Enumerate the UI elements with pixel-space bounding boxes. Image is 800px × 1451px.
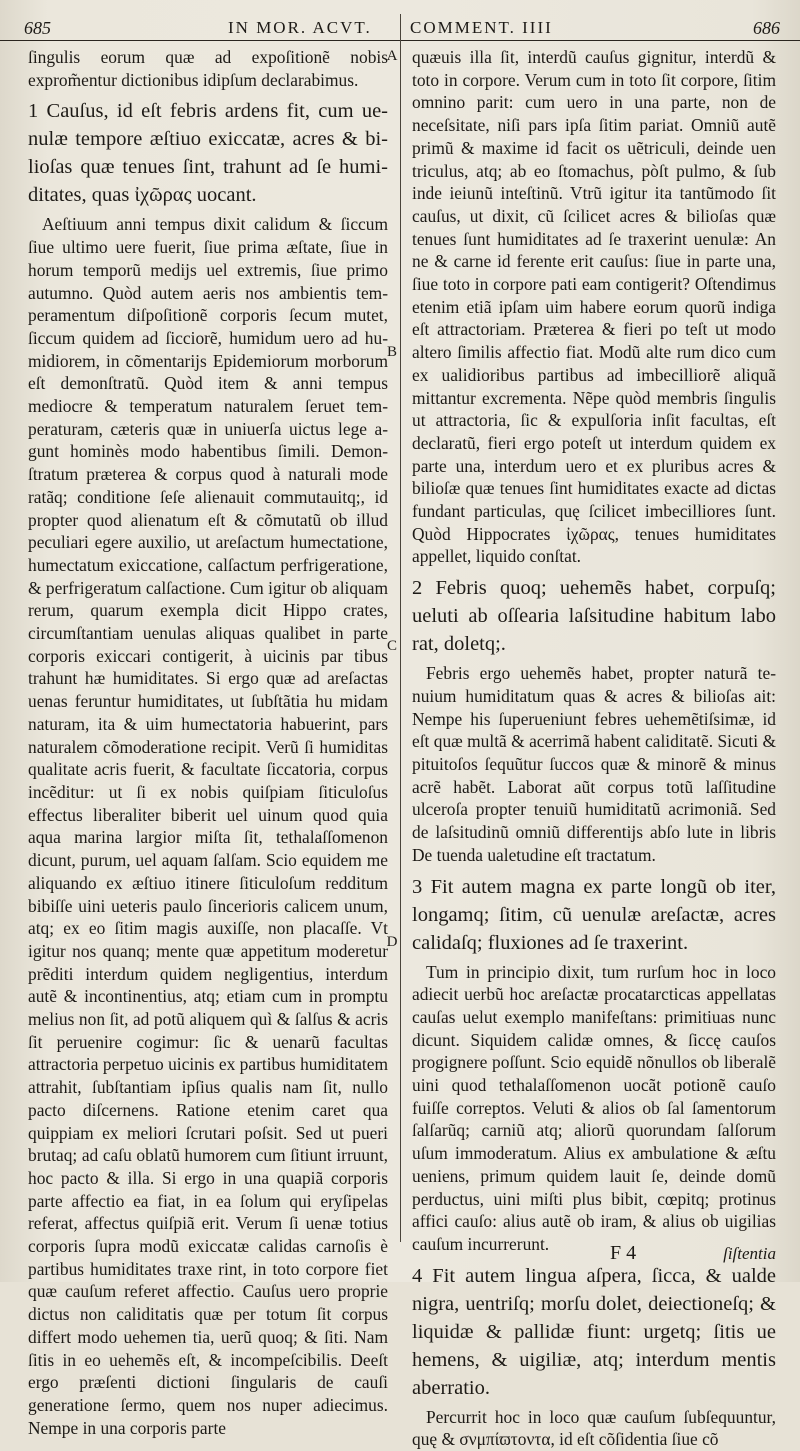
left-text-column (28, 46, 388, 1438)
margin-letter-c: C (386, 638, 397, 654)
page-number-right: 686 (753, 18, 780, 38)
page-footer (0, 1242, 800, 1272)
margin-letter-a: A (386, 48, 398, 64)
lemma-paragraph: 3 Fit autem magna ex parte longũ ob iter, longamq; ſitim, cũ uenulæ areſactæ, acres calidaſq; fluxiones ad ſe traxerint. (412, 875, 776, 954)
commentary-paragraph: Aeſtiuum anni tempus dixit calidum & ſiccum ſiue ultimo uere fuerit, ſiue prima æſtate, ſiue in horum temporũ medijs uel extremis, ſiue primo autumno. Quòd autem aeris nos ambientis temperamentum diſpoſitionẽ corporis ſecum mutet, ſiccum quidem ad ſicciorẽ, humidum uero ad humidiorem, in cõmentarijs Epidemiorum morborum eſt demonſtratũ. Quòd item & anni tempus mediocre & temperatum naturalem ſeruet temperaturam, cæteris quæ in uniuerſa uictus lege agunt hominès modo habentibus ſimili. Demonſtratum præterea & corpus quod à naturali mode ratãq; conditione ſeſe alienauit commutauitq;, id propter quod alienatum eſt & cõmutatũ ob illud peculiari egere auxilio, ut areſactum humectatione, humectatum exiccatione, calſactum perfrigeratione, & perfrigeratum calſactione. Cum igitur ob aliquam rerum, quarum exempla dicit Hippo crates, circumſtantiam uenulas aliquas qualibet in parte corporis exiccari contigerit, à uicinis par tibus trahunt hæ humiditates. Si ergo quæ ad areſactas uenas feruntur humiditates, ut ſubſtãtia hu midam naturam, ita & uim humectatoria habuerint, pars naturalem cõmoderatione recipit. Verũ ſi humiditas qualitate acris fuerit, & facultate ſiccatoria, corpus incẽditur: ut ſi ex nobis quiſpiam ſiticuloſus effectus liberaliter biberit uel uinum quod quia aqua marina largior miſta ſit, tethalaſſomenon dicunt, purum, uel aquam ſalſam. Scio equidem me aliquando ex æſtiuo itinere ſiticuloſum redditum bibiſſe uini ueteris paulo ſincerioris calicem unum, atq; ex eo ſitim magis auxiſſe, non placaſſe. Vt igitur nos quanq; mente quæ appetitum moderetur prẽditi interdum quidem negligentius, interdum autẽ & incontinentius, atq; etiam cum in promptu melius non ſit, ad potũ aliquem quì & ſalſus & acris ſit peruenire cogimur: ſic & uenarũ facultas attractoria perpetuo uicinis ex partibus humiditatem attrahit, ſubſtantiam ipſius qualis nam ſit, nullo pacto diſcernens. Ratione etenim caret qua quippiam ex meliori ſcrutari poſsit. Sed ut pueri brutaq; ad caſu oblatũ humorem cum ſitiunt irruunt, hoc pacto & illa. Si ergo in una quapiã corporis parte affectio ea fiat, in ea ſolum qui eryſipelas referat, affectus quiſpiã erit. Verum ſi uenæ totius corporis ſupra modũ exiccatæ calidas carnoſis è partibus humiditates traxe rint, in toto corpore fiet quæ cauſum referet affectio. Cauſus uero proprie dictus non caliditatis quæ per totum ſit corpus differt modo uehemen tia, uerũ quoq; & ſiti. Nam ſitis in eo uehemẽs eſt, & incompeſcibilis. Deeſt ergo præſenti dictioni ſingularis de cauſi generatione ſermo, quem nos nuper adiecimus. Nempe in una corporis parte (28, 214, 388, 1438)
margin-letter-d: D (386, 934, 398, 950)
signature-mark: F 4 (610, 1242, 637, 1264)
commentary-paragraph: ſingulis eorum quæ ad expoſitionẽ nobis exprom̃entur dictionibus idipſum declarabimus. (28, 47, 388, 90)
commentary-paragraph: quæuis illa ſit, interdũ cauſus gignitur, interdũ & toto in corpore. Verum cum in toto ſit corpore, ſitim omnino parit: cum uero in una parte, non de neceſsitate, niſi pars ipſa ſitim pariat. Omniũ autẽ primũ & maxime id facit os uẽtriculi, deinde uen triculus, atq; ab eo ſtomachus, pòſt pulmo, & ſub inde ieiunũ inteſtinũ. Vtrũ igitur ita tantũmodo ſit cauſus, ut dixit, cũ ſcilicet acres & bilioſas quæ tenues ſunt humiditates ad ſe traxerint uenulæ: An ne & carne id ferente erit cauſus: ſiue in parte una, ſiue toto in corpore pati eam contigerit? Oſtendimus etenim etiã ipſam uim habere eorum quorũ indiga eſt attractoriam. Præterea & fieri po teſt ut modo altero ſimilis affectio fiat. Modũ alte rum dico cum ex ualidioribus partibus ad imbecilliorẽ aliquã mittantur excrementa. Nẽpe quòd membris ſingulis ut attractoria, ſic & expulſoria inſit facultas, eſt declaratũ, fieri ergo poteſt ut interdum quidem ex parte una, interdum uero et ex pluribus acres & bilioſæ quæ tenues ſint humiditates exacte ad dictas fundant particulas, quę ſcilicet imbecilliores ſunt. Quòd Hippocrates ἰχῶρας, tenues humiditates appellet, liquido conſtat. (412, 47, 776, 567)
commentary-paragraph: Febris ergo uehemẽs habet, propter naturã tenuium humiditatum quas & acres & bilioſas ait: Nempe his ſuperueniunt febres uehemẽtiſsimæ, id eſt quæ multã & acerrimã habent caliditatẽ. Sicuti & pituitoſos ſequũtur ſuccos quæ & minorẽ & minus acrẽ habẽt. Laborat aũt corpus totũ laſſitudine ulceroſa propter tenuiũ humiditatũ acrimoniã. Sed de laſsitudinũ omniũ differentijs abſo lute in libris De tuenda ualetudine eſt tractatum. (412, 663, 776, 865)
margin-letter-b: B (386, 344, 397, 360)
catchword: ſiſtentia (723, 1244, 776, 1263)
lemma-paragraph: 1 Cauſus, id eſt febris ardens fit, cum uenulæ tempore æſtiuo exiccatæ, acres & bilioſas quæ tenues ſint, trahunt ad ſe humiditates, quas ἰχῶρας uocant. (28, 100, 388, 207)
commentary-paragraph: Tum in principio dixit, tum rurſum hoc in loco adiecit uerbũ hoc areſactæ procatarcticas appellatas cauſas uelut exemplo manifeſtans: primitiuas nunc dicunt. Siquidem calidæ omnes, & ſiccę cauſos progignere poſſunt. Scio equidẽ nõnullos ob liberalẽ uini quod tethalaſſomenon uocãt potionẽ cauſo fuiſſe correptos. Veluti & alios ob ſal ſamentorum ſalſarũq; carniũ atq; aliorũ quorundam ſalſorum uſum immoderatum. Alius ex ambulatione & æſtu ueniens, primum quidem lauit ſe, deinde domũ perductus, uini miſti plus bibit, cœpitq; protinus affici cauſo: alius autẽ ob iram, & alius ob uigilias cauſum incurrerunt. (412, 961, 776, 1254)
commentary-paragraph: Percurrit hoc in loco quæ cauſum ſubſequuntur, quę & σνμπίϖτοντα, id eſt cõſidentia ſiue cõ (412, 1406, 776, 1450)
running-title-right: COMMENT. IIII (410, 18, 553, 37)
running-title-left: IN MOR. ACVT. (228, 18, 372, 37)
page-number-left: 685 (24, 18, 51, 38)
column-divider (400, 14, 401, 1242)
lemma-paragraph: 4 Fit autem lingua aſpera, ſicca, & ualde nigra, uentriſq; morſu dolet, deiectioneſq; & liquidæ & pallidæ fiunt: urgetq; ſitis ue hemens, & uigiliæ, atq; interdum mentis aberratio. (412, 1264, 776, 1399)
lemma-paragraph: 2 Febris quoq; uehemẽs habet, corpuſq; ueluti ab oſſearia laſsitudine habitum labo rat, doletq;. (412, 577, 776, 656)
